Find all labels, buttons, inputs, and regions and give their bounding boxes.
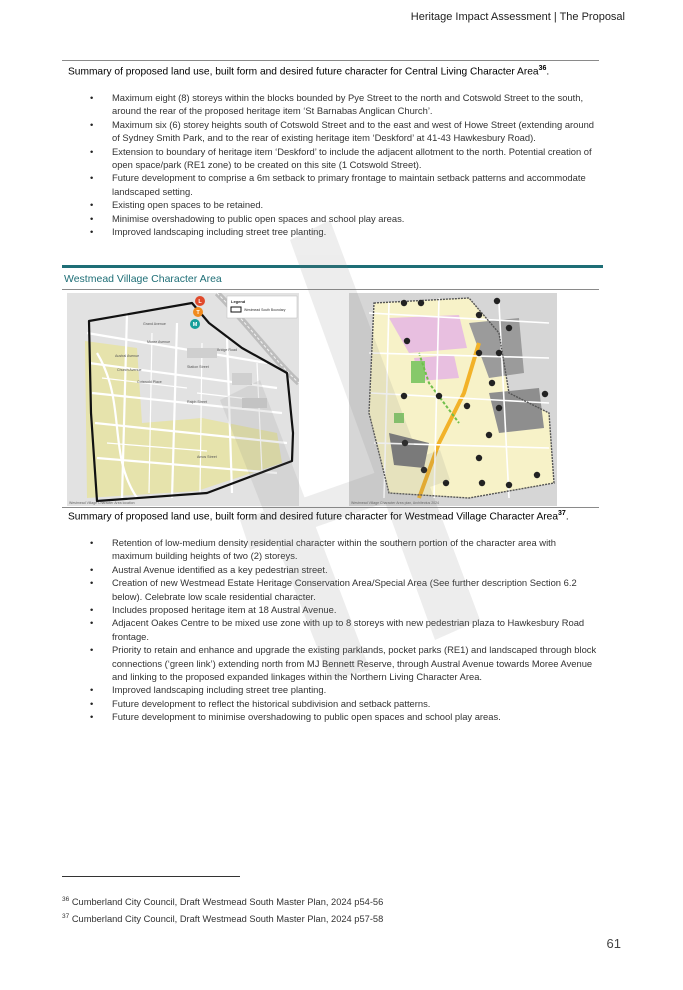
westmead-village-bullet-list bbox=[68, 536, 598, 724]
street-label: Church Avenue bbox=[117, 368, 142, 372]
maps-bottom-divider bbox=[62, 507, 599, 508]
central-living-summary-title: Summary of proposed land use, built form and desired future character for Central Living Character Area$^{36}$. bbox=[68, 65, 550, 78]
list-item: • Existing open spaces to be retained. bbox=[68, 198, 598, 211]
left-map-caption: Westmead Village Character Area location bbox=[69, 501, 135, 505]
page-number: 61 bbox=[606, 936, 621, 951]
central-living-bullet-list bbox=[68, 91, 598, 238]
street-label: Bridge Road bbox=[217, 348, 237, 352]
westmead-village-summary-title: Summary of proposed land use, built form and desired future character for Westmead Village Character Area$^{37}$. bbox=[68, 510, 569, 523]
list-item: • Minimise overshadowing to public open spaces and school play areas. bbox=[68, 212, 598, 225]
list-item: • Improved landscaping including street tree planting. bbox=[68, 225, 598, 238]
footnote-37 bbox=[62, 913, 383, 924]
train-marker-label: T bbox=[196, 310, 200, 316]
list-item: • Retention of low-medium density residential character within the southern portion of the character area with maximum building heights of two (2) storeys. bbox=[68, 536, 598, 563]
running-header: Heritage Impact Assessment | The Proposal bbox=[410, 11, 625, 23]
section-title-underline bbox=[62, 289, 599, 290]
street-label: Grand Avenue bbox=[143, 322, 166, 326]
street-label: Cotswold Place bbox=[137, 380, 162, 384]
right-map-caption: Westmead Village Character Area plan, Architectus 2024 bbox=[351, 501, 440, 505]
street-label: Austral Avenue bbox=[115, 354, 140, 358]
westmead-village-location-map bbox=[67, 293, 299, 506]
list-item: • Includes proposed heritage item at 18 Austral Avenue. bbox=[68, 603, 598, 616]
footnote-ref-36[interactable]: 36 bbox=[538, 65, 547, 72]
street-label: Moree Avenue bbox=[147, 340, 171, 344]
list-item: • Adjacent Oakes Centre to be mixed use zone with up to 8 storeys with new pedestrian plaza to Hawkesbury Road frontage. bbox=[68, 616, 598, 643]
list-item: • Improved landscaping including street tree planting. bbox=[68, 683, 598, 696]
legend-item-label: Westmead South Boundary bbox=[244, 308, 286, 312]
list-item: • Maximum six (6) storey heights south of Cotswold Street and to the east and west of Howe Street (extending around of Sydney Smith Park, and to the rear of existing heritage item ‘Deskford’ at 41-43 Hawkesbury Road). bbox=[68, 118, 598, 145]
list-item: • Priority to retain and enhance and upgrade the existing parklands, pocket parks (RE1) and landscaped through block connections (‘green link’) extending north from MJ Bennett Reserve, through Austral Avenue towards Moree Avenue and linking to the proposed expanded linkages within the Northern Living Character Area. bbox=[68, 643, 598, 683]
legend-title: Legend bbox=[231, 299, 246, 304]
list-item: • Extension to boundary of heritage item ‘Deskford’ to include the adjacent allotment to the north. Potential creation of open space/park (RE1 zone) to be created on this site (1 Cotswold Street). bbox=[68, 145, 598, 172]
light-rail-marker-label: L bbox=[198, 299, 202, 305]
westmead-village-section-title: Westmead Village Character Area bbox=[64, 273, 222, 285]
metro-marker-label: M bbox=[192, 322, 198, 328]
street-label: Ralph Street bbox=[187, 400, 207, 404]
footnote-divider bbox=[62, 876, 240, 877]
list-item: • Future development to comprise a 6m setback to primary frontage to maintain setback patterns and accommodate landscaped setting. bbox=[68, 171, 598, 198]
central-living-summary-text: Summary of proposed land use, built form and desired future character for Central Living Character Area bbox=[68, 66, 539, 78]
header-divider bbox=[62, 60, 599, 61]
list-item: • Future development to reflect the historical subdivision and setback patterns. bbox=[68, 697, 598, 710]
westmead-village-plan-map bbox=[349, 293, 557, 506]
westmead-village-summary-text: Summary of proposed land use, built form and desired future character for Westmead Village Character Area bbox=[68, 511, 559, 523]
footnote-number: 37 bbox=[62, 913, 70, 920]
street-label: Amos Street bbox=[197, 455, 217, 459]
footnote-36 bbox=[62, 896, 383, 907]
list-item: • Creation of new Westmead Estate Heritage Conservation Area/Special Area (See further description Section 6.2 below). Celebrate low scale residential character. bbox=[68, 576, 598, 603]
plan-map-graphic bbox=[349, 293, 557, 506]
list-item: • Maximum eight (8) storeys within the blocks bounded by Pye Street to the north and Cotswold Street to the south, around the rear of the proposed heritage item ‘St Barnabas Anglican Church’. bbox=[68, 91, 598, 118]
street-label: Station Street bbox=[187, 365, 209, 369]
section-divider bbox=[62, 265, 603, 268]
footnote-text: Cumberland City Council, Draft Westmead South Master Plan, 2024 p54-56 bbox=[71, 897, 384, 908]
footnote-ref-37[interactable]: 37 bbox=[558, 510, 566, 517]
location-map-graphic bbox=[67, 293, 299, 506]
footnote-number: 36 bbox=[62, 896, 70, 903]
list-item: • Future development to minimise overshadowing to public open spaces and school play areas. bbox=[68, 710, 598, 723]
list-item: • Austral Avenue identified as a key pedestrian street. bbox=[68, 563, 598, 576]
footnote-text: Cumberland City Council, Draft Westmead South Master Plan, 2024 p57-58 bbox=[71, 914, 384, 925]
